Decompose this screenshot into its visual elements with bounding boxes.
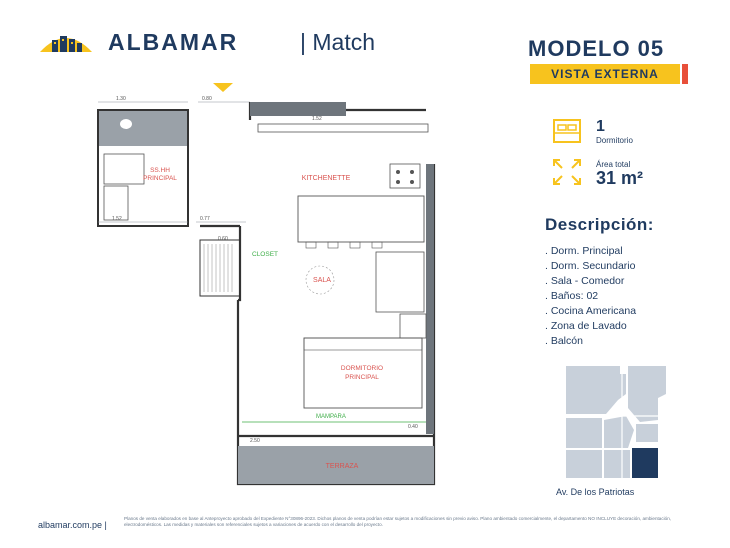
area-label: Área total <box>596 160 631 169</box>
dim-label: 0.80 <box>202 96 212 102</box>
buildings-icon <box>38 30 94 54</box>
model-title: MODELO 05 <box>528 36 665 61</box>
living-label: SALA <box>313 277 331 284</box>
list-item: . Zona de Lavado <box>545 320 627 332</box>
bedrooms-count: 1 <box>596 118 605 135</box>
bedroom-label-1: DORMITORIO <box>340 365 384 372</box>
bedrooms-label: Dormitorio <box>596 136 633 145</box>
description-title: Descripción: <box>545 215 654 234</box>
terrace-label: TERRAZA <box>325 463 359 470</box>
kitchen-label: KITCHENETTE <box>301 175 351 182</box>
list-item: . Dorm. Principal <box>545 245 623 257</box>
dim-label: 1.52 <box>312 116 322 122</box>
map-street-label: Av. De los Patriotas <box>556 487 635 497</box>
list-item: . Balcón <box>545 335 583 347</box>
list-item: . Sala - Comedor <box>545 275 625 287</box>
dim-label: 1.52 <box>112 216 122 222</box>
view-badge: VISTA EXTERNA <box>530 64 680 84</box>
property-location-marker <box>632 448 658 478</box>
dim-label: 0.40 <box>408 424 418 430</box>
entrance-marker <box>213 83 233 92</box>
bath-label-1: SS.HH <box>150 167 170 174</box>
brand-separator: | <box>300 29 306 55</box>
list-item: . Cocina Americana <box>545 305 637 317</box>
brand-subtitle <box>300 29 375 56</box>
mampara-label: MAMPARA <box>316 414 346 420</box>
bed-icon <box>552 118 582 144</box>
view-badge-accent <box>682 64 688 84</box>
floor-plan <box>90 80 450 492</box>
bedroom-label-2: PRINCIPAL <box>345 374 379 381</box>
list-item: . Dorm. Secundario <box>545 260 636 272</box>
list-item: . Baños: 02 <box>545 290 599 302</box>
dim-label: 1.30 <box>116 96 126 102</box>
closet-label: CLOSET <box>252 251 279 258</box>
area-value: 31 m² <box>596 168 644 188</box>
dim-label: 2.50 <box>250 438 260 444</box>
location-map <box>562 364 672 482</box>
bath-label-2: PRINCIPAL <box>143 175 177 182</box>
dim-label: 0.60 <box>218 236 228 242</box>
brand-name: ALBAMAR <box>108 29 239 55</box>
dim-label: 0.77 <box>200 216 210 222</box>
legal-disclaimer: Planos de venta elaborados en base al Anteproyecto aprobado del Expediente N°30896-2023. Dichos planos de venta podrían estar sujetos a modificaciones sin previo aviso. Plano ambientado comercialmente, el departamento NO INCLUYE decoración, ambientación, electrodomésticos. Las medidas y materiales son referenciales sujetos a variaciones de acuerdo con el desarrollo del proyecto. <box>124 516 672 527</box>
expand-area-icon <box>552 158 582 186</box>
website-url[interactable]: albamar.com.pe | <box>38 520 107 530</box>
description-list <box>545 244 636 349</box>
brand-sub-label: Match <box>312 29 376 55</box>
